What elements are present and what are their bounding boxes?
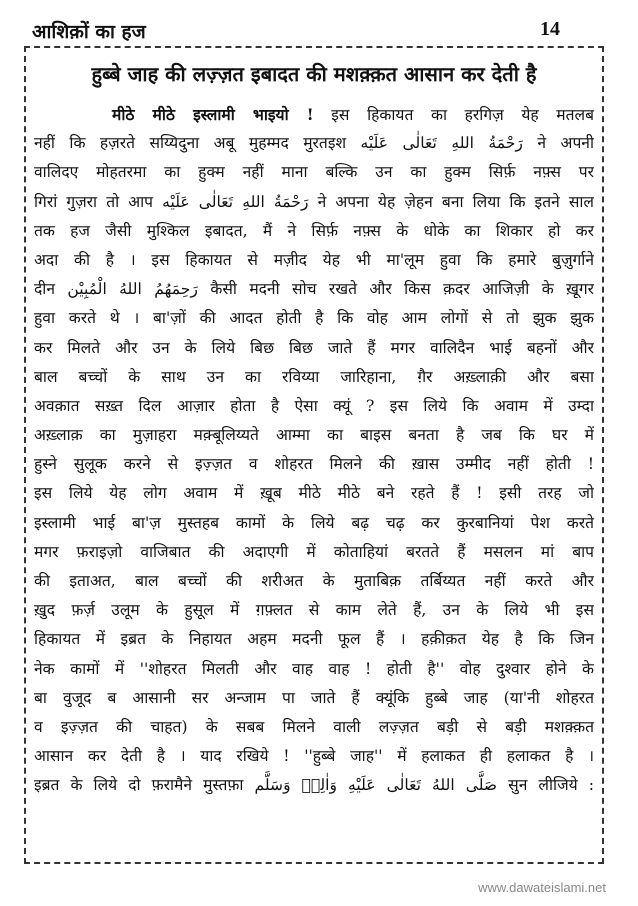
text-line: ख़ुद फ़र्ज़ उलूम के हुसूल में ग़फ़्लत से काम लेते हैं, उन के लिये भी इस: [34, 601, 594, 620]
body-text: [34, 100, 594, 801]
text-line: नहीं कि हज़रते सय्यिदुना अबू मुहम्मद मुरतइश رَحْمَةُ اللهِ تَعَالٰى عَلَيْه ने अपनी: [34, 134, 594, 153]
text-line: अदा की है । इस हिकायत से मज़ीद येह भी मा'लूम हुवा कि हमारे बुज़ुर्गाने: [34, 250, 594, 269]
text-line: हुस्ने सुलूक करने से इज़्ज़त व शोहरत मिलने की ख़ास उम्मीद नहीं होती !: [34, 455, 594, 474]
text-line: अख़्लाक़ का मुज़ाहरा मक़्बूलिय्यते आम्मा का बाइस बनता है जब कि घर में: [34, 426, 594, 445]
text-line: की इताअत, बाल बच्चों की शरीअत के मुताबिक़ तर्बिय्यत नहीं करते और: [34, 572, 594, 590]
text-line: हुवा करते थे । बा'ज़ों की आदत होती है कि वोह आम लोगों से तो झुक झुक: [34, 309, 594, 328]
page-header: [30, 18, 608, 46]
text-line-rest: इस हिकायत का हरगिज़ येह मतलब: [313, 106, 594, 124]
text-frame: [24, 46, 604, 864]
book-title: आशिक़ों का हज: [32, 21, 146, 43]
website-footer: www.dawateislami.net: [478, 880, 606, 895]
text-line: इब्रत के लिये दो फ़रामैने मुस्तफ़ा صَلَّى اللهُ تَعَالٰى عَلَيْهِ وَاٰلِهٖ وَسَلَّم सुन लीजिये :: [34, 776, 594, 795]
text-line: बाल बच्चों के साथ उन का रविय्या जारिहाना, ग़ैर अख़्लाक़ी और बसा: [34, 367, 594, 386]
text-line: व इज़्ज़त की चाहत) के सबब मिलने वाली लज़्ज़त बड़ी से बड़ी मशक़्क़त: [34, 717, 594, 736]
text-line: दीन رَحِمَهُمُ اللهُ الْمُبِيْن कैसी मदनी सोच रखते और किस क़दर आजिज़ी के ख़ूगर: [34, 280, 594, 299]
text-line: आसान कर देती है । याद रखिये ! ''हुब्बे जाह'' में हलाकत ही हलाकत है ।: [34, 747, 594, 766]
page-number: 14: [540, 18, 560, 40]
text-line: इस्लामी भाई बा'ज़ मुस्तहब कामों के लिये बढ़ चढ़ कर कुरबानियां पेश करते: [34, 513, 594, 532]
text-line: इस लिये येह लोग अवाम में ख़ूब मीठे मीठे बने रहते हैं ! इसी तरह जो: [34, 484, 594, 503]
text-line: मगर फ़राइज़ो वाजिबात की अदाएगी में कोताहियां बरतते हैं मसलन मां बाप: [34, 542, 594, 561]
address-phrase: मीठे मीठे इस्लामी भाइयो !: [112, 105, 314, 124]
text-line: [34, 100, 594, 129]
section-heading: हुब्बे जाह की लज़्ज़त इबादत की मशक़्क़त आसान कर देती है: [91, 62, 537, 86]
text-line: बा वुजूद ब आसानी सर अन्जाम पा जाते हैं क्यूंकि हुब्बे जाह (या'नी शोहरत: [34, 688, 594, 707]
text-line: गिरां गुज़रा तो आप رَحْمَةُ اللهِ تَعَالٰى عَلَيْه ने अपना येह ज़ेहन बना लिया कि इतने साल: [34, 192, 594, 211]
text-line: नेक कामों में ''शोहरत मिलती और वाह वाह ! होती है'' वोह दुश्वार होने के: [34, 659, 594, 678]
text-line: कर मिलते और उन के लिये बिछ बिछ जाते हैं मगर वालिदैन भाई बहनों और: [34, 338, 594, 357]
text-line: हिकायत में इब्रत के निहायत अहम मदनी फूल हैं । हक़ीक़त येह है कि जिन: [34, 630, 594, 649]
text-line: अवक़ात सख़्त दिल आज़ार होता है ऐसा क्यूं ? इस लिये कि अवाम में उम्दा: [34, 396, 594, 415]
text-line: तक हज जैसी मुश्किल इबादत, मैं ने सिर्फ़ नफ़्स के धोके का शिकार हो कर: [34, 221, 594, 240]
text-line: वालिदए मोहतरमा का हुक्म नहीं माना बल्कि उन का हुक्म सिर्फ़ नफ़्स पर: [34, 163, 594, 182]
